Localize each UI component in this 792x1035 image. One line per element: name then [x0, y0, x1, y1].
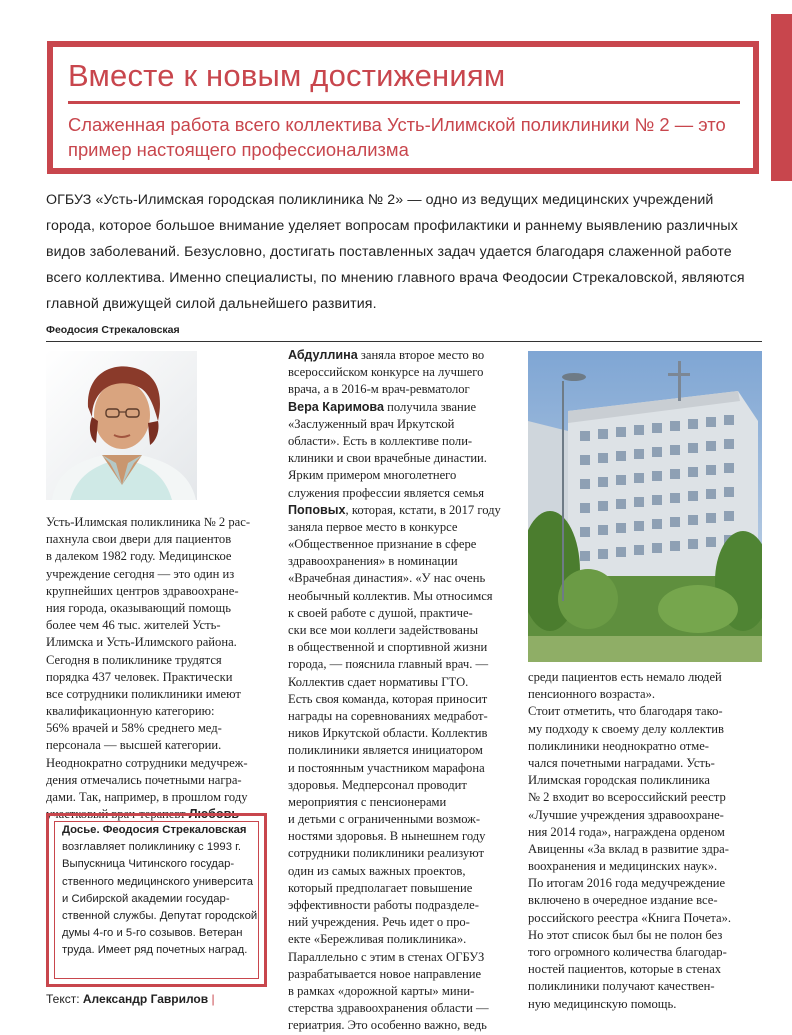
text-line: пенсионного возраста». — [528, 687, 656, 702]
text-line: № 2 входит во всероссийский реестр — [528, 790, 726, 805]
text-line: думы 4-го и 5-го созывов. Ветеран — [62, 927, 243, 940]
text-line: пахнула свои двери для пациентов — [46, 532, 232, 547]
credit-separator: | — [211, 992, 215, 1006]
page-edge-tab — [771, 14, 792, 181]
text-line: в далеком 1982 году. Медицинское — [46, 549, 232, 564]
text-line: среди пациентов есть немало людей — [528, 670, 722, 684]
credit-label: Текст: — [46, 992, 80, 1006]
text-line: ственной службы. Депутат городской — [62, 909, 258, 922]
text-line: ников Иркутской области. Коллектив — [288, 726, 488, 741]
person-name: Абдуллина — [288, 348, 358, 362]
text-line: Стоит отметить, что благодаря тако- — [528, 704, 723, 719]
text-line: ния 2014 года», награждена орденом — [528, 824, 725, 839]
text-line: Выпускница Читинского государ- — [62, 858, 235, 871]
article-title: Вместе к новым достижениям — [68, 58, 506, 93]
person-name: Любовь — [188, 807, 240, 822]
text-line: ностей пациентов, которые в стенах — [528, 962, 722, 977]
text-line: му подходу к своему делу коллектив — [528, 721, 724, 736]
text-line: поликлиники является инициатором — [288, 743, 483, 758]
text-line: и постоянным участником марафона — [288, 760, 485, 775]
text-line: в рамках «дорожной карты» мини- — [288, 983, 475, 998]
text-line — [288, 399, 501, 416]
text-line: Но этот список был бы не полон без — [528, 927, 723, 942]
text-line: эффективности работы подразделе- — [288, 898, 479, 912]
text-line: Усть-Илимская поликлиника № 2 рас- — [46, 515, 251, 529]
text-line: «Заслуженный врач Иркутской — [288, 416, 455, 431]
dossier-heading — [62, 822, 257, 839]
text-line: области». Есть в коллективе поли- — [288, 433, 473, 448]
text-line: здоровья. Медперсонал проводит — [288, 777, 467, 792]
text-line: возглавляет поликлинику с 1993 г. — [62, 841, 241, 854]
text-line: врача, а в 2016-м врач-ревматолог — [288, 382, 470, 397]
text-line: включено в очередное издание все- — [528, 893, 718, 908]
text-line: один из самых важных проектов, — [288, 863, 466, 878]
text-line: 56% врачей и 58% среднего мед- — [46, 721, 222, 736]
text-line: необычный коллектив. Мы относимся — [288, 588, 493, 603]
text-line: екте «Бережливая поликлиника». — [288, 932, 467, 947]
credit-author: Александр Гаврилов — [82, 992, 209, 1006]
lead-paragraph: ОГБУЗ «Усть-Илимская городская поликлиника № 2» — одно из ведущих медицинских учреждений города, которое большое внимание уделяет вопросам профилактики и раннему выявлению различных видов заболеваний. Безусловно, достигать поставленных задач удается благодаря слаженной работе всего коллектива. Именно специалисты, по мнению главного врача Феодосии Стрекаловской, являются главной движущей силой дальнейшего развития. — [46, 192, 745, 312]
person-name: Вера Каримова — [288, 399, 384, 414]
text-line: разрабатывается новое направление — [288, 966, 482, 981]
text-line: ния города, оказывающий помощь — [46, 600, 231, 615]
text-fragment: получила звание — [384, 399, 477, 414]
text-line: в общественной и спортивной жизни — [288, 640, 488, 655]
text-line: здравоохранения» в номинации — [288, 554, 458, 569]
text-line: российского реестра «Книга Почета». — [528, 910, 732, 925]
text-line: того огромного количества благодар- — [528, 945, 727, 959]
article-subtitle: Слаженная работа всего коллектива Усть-Илимской поликлиники № 2 — это пример настоящего профессионализма — [68, 114, 726, 160]
text-line: Ярким примером многолетнего — [288, 468, 457, 483]
body-column-1 — [46, 514, 250, 823]
text-line: сотрудники поликлиники реализуют — [288, 846, 484, 861]
text-line: заняла первое место в конкурсе — [288, 519, 458, 534]
text-line — [288, 502, 501, 519]
text-line: ний учреждения. Речь идет о про- — [288, 915, 470, 930]
text-line: Сегодня в поликлинике трудятся — [46, 652, 222, 667]
dossier-heading-text: Досье. Феодосия Стрекаловская — [62, 824, 247, 836]
text-fragment: , которая, кстати, в 2017 году — [345, 502, 501, 517]
body-column-3 — [528, 669, 731, 1013]
text-line: Илимская городская поликлиника — [528, 773, 711, 788]
portrait-photo — [46, 351, 197, 500]
text-line: стерства здравоохранения области — — [288, 1001, 489, 1016]
text-line: «Общественное признание в сфере — [288, 537, 477, 552]
text-line: мероприятия с пенсионерами — [288, 794, 447, 809]
text-line: который предполагает повышение — [288, 880, 473, 895]
text-line: поликлиники получают качествен- — [528, 979, 715, 994]
text-line: ственного медицинского университа — [62, 875, 253, 888]
text-line: Коллектив сдает нормативы ГТО. — [288, 674, 469, 689]
text-line: Параллельно с этим в стенах ОГБУЗ — [288, 949, 485, 964]
text-line: ную медицинскую помощь. — [528, 996, 677, 1011]
text-line: дами. Так, например, в прошлом году — [46, 790, 248, 804]
text-line: труда. Имеет ряд почетных наград. — [62, 944, 248, 957]
text-line: «Лучшие учреждения здравоохране- — [528, 807, 724, 822]
person-name: Поповых — [288, 502, 346, 517]
text-line — [288, 347, 501, 364]
text-line: крупнейших центров здравоохране- — [46, 583, 239, 598]
text-line: гериатрия. Это особенно важно, ведь — [288, 1018, 487, 1033]
text-line: всероссийском конкурсе на лучшего — [288, 365, 484, 380]
text-line: все сотрудники поликлиники имеют — [46, 686, 241, 701]
text-line: клиники и свои врачебные династии. — [288, 451, 487, 466]
text-line: и Сибирской академии государ- — [62, 892, 230, 905]
text-line: квалификационную категорию: — [46, 704, 215, 719]
text-line: порядка 437 человек. Практически — [46, 669, 233, 684]
text-line: к своей работе с душой, практиче- — [288, 605, 473, 620]
caption-divider — [46, 341, 762, 342]
text-line: награды на соревнованиях медработ- — [288, 708, 488, 723]
text-fragment: участковый врач-терапевт — [46, 807, 186, 822]
text-line: и детьми с ограниченными возмож- — [288, 812, 481, 827]
building-photo — [528, 351, 762, 662]
text-line: Илимска и Усть-Илимского района. — [46, 635, 237, 650]
text-line: дения отмечались почетными награ- — [46, 772, 242, 787]
text-line: более чем 46 тыс. жителей Усть- — [46, 618, 221, 633]
dossier-text — [62, 822, 257, 960]
text-line: служения профессии является семья — [288, 485, 485, 500]
text-line: персонала — высшей категории. — [46, 738, 222, 753]
text-line: воохранения и медицинских наук». — [528, 859, 718, 874]
text-line: ски все мои коллеги задействованы — [288, 623, 479, 637]
text-line: учреждение сегодня — это один из — [46, 566, 235, 581]
text-line: Есть своя команда, которая приносит — [288, 691, 488, 706]
text-line: поликлиники неоднократно отме- — [528, 738, 709, 753]
text-line: Неоднократно сотрудники медучреж- — [46, 755, 248, 770]
text-line: «Врачебная династия». «У нас очень — [288, 571, 486, 586]
text-fragment: заняла второе место во — [357, 348, 485, 362]
title-divider — [68, 101, 740, 104]
text-line: ностями здоровья. В нынешнем году — [288, 829, 486, 844]
text-line: чался почетными наградами. Усть- — [528, 755, 715, 770]
author-credit — [46, 992, 215, 1006]
photo-caption: Феодосия Стрекаловская — [46, 324, 180, 336]
body-column-2 — [288, 347, 501, 1035]
text-line: города, — пояснила главный врач. — — [288, 657, 489, 672]
text-line: Авиценны «За вклад в развитие здра- — [528, 841, 729, 856]
text-line: По итогам 2016 года медучреждение — [528, 876, 726, 891]
